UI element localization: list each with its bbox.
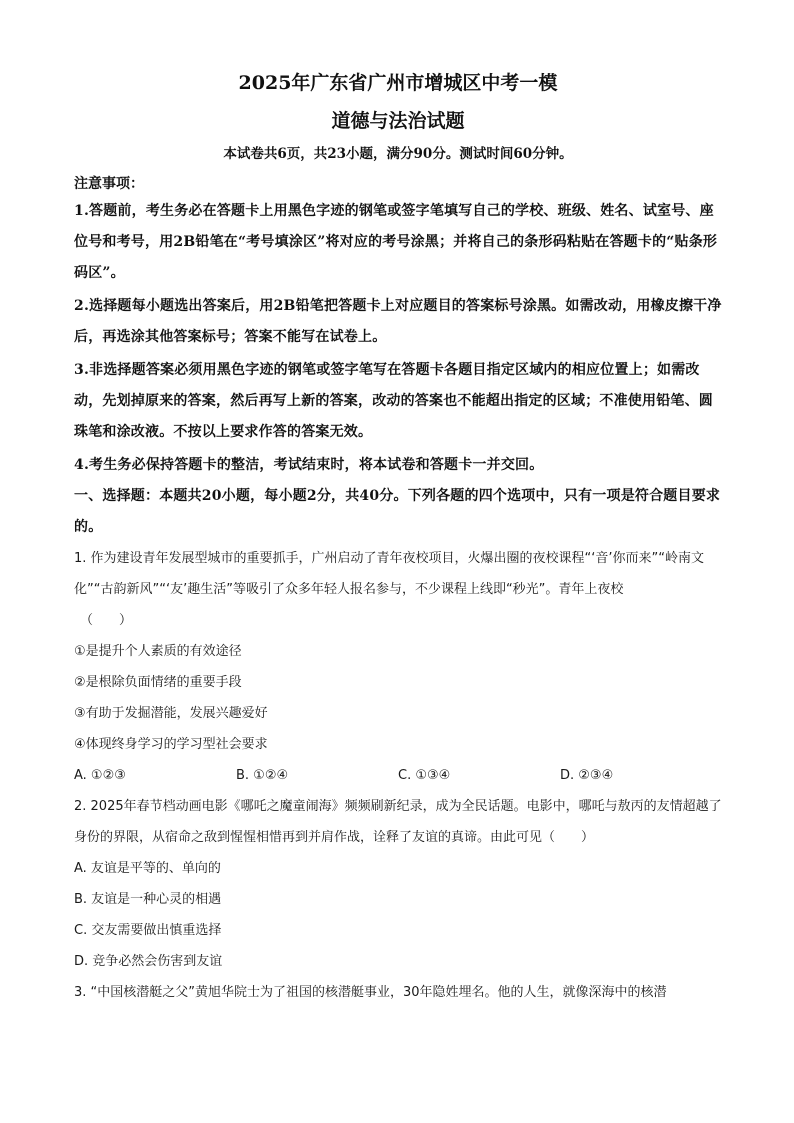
notice-item-2: 2.选择题每小题选出答案后，用2B铅笔把答题卡上对应题目的答案标号涂黑。如需改动，用橡皮擦干净后，再选涂其他答案标号；答案不能写在试卷上。 — [74, 298, 722, 345]
question-1-options — [74, 760, 722, 791]
exam-meta: 本试卷共6页，共23小题，满分90分。测试时间60分钟。 — [223, 146, 573, 162]
question-2-option-b: B. 友谊是一种心灵的相遇 — [74, 892, 222, 907]
question-2-stem: 2. 2025年春节档动画电影《哪吒之魔童闹海》频频刷新纪录，成为全民话题。电影中，哪吒与敖丙的友情超越了身份的界限，从宿命之敌到惺惺相惜再到并肩作战，诠释了友谊的真谛。由此可见（ ） — [74, 799, 722, 845]
exam-subtitle: 道德与法治试题 — [331, 110, 465, 132]
notice-item-1: 1.答题前，考生务必在答题卡上用黑色字迹的钢笔或签字笔填写自己的学校、班级、姓名、试室号、座位号和考号，用2B铅笔在“考号填涂区”将对应的考号涂黑；并将自己的条形码粘贴在答题卡的“贴条形码区”。 — [74, 203, 718, 281]
question-2-option-a: A. 友谊是平等的、单向的 — [74, 861, 221, 876]
question-1-statement: ④体现终身学习的学习型社会要求 — [74, 737, 268, 752]
question-1-stem: 1. 作为建设青年发展型城市的重要抓手，广州启动了青年夜校项目，火爆出圈的夜校课程“‘音’你而来”“岭南文化”“古韵新风”“‘友’趣生活”等吸引了众多年轻人报名参与，不少课程上线即“秒光”。青年上夜校 — [74, 551, 705, 597]
exam-title: 2025年广东省广州市增城区中考一模 — [238, 72, 558, 94]
question-2-option-d: D. 竞争必然会伤害到友谊 — [74, 954, 223, 969]
notice-item-4: 4.考生务必保持答题卡的整洁，考试结束时，将本试卷和答题卡一并交回。 — [74, 457, 544, 473]
notice-item-3: 3.非选择题答案必须用黑色字迹的钢笔或签字笔写在答题卡各题目指定区域内的相应位置上；如需改动，先划掉原来的答案，然后再写上新的答案，改动的答案也不能超出指定的区域；不准使用铅笔、圆珠笔和涂改液。不按以上要求作答的答案无效。 — [74, 362, 713, 440]
question-1-statement: ①是提升个人素质的有效途径 — [74, 644, 242, 659]
question-1-option-c: C. ①③④ — [398, 768, 451, 783]
section-heading: 一、选择题：本题共20小题，每小题2分，共40分。下列各题的四个选项中，只有一项是符合题目要求的。 — [74, 488, 721, 535]
question-1-statement: ③有助于发掘潜能，发展兴趣爱好 — [74, 706, 268, 721]
question-1-option-a: A. ①②③ — [74, 768, 126, 783]
question-1-paren: （ ） — [80, 613, 133, 628]
question-1-statement: ②是根除负面情绪的重要手段 — [74, 675, 242, 690]
question-1-option-b: B. ①②④ — [236, 768, 289, 783]
question-1-option-d: D. ②③④ — [560, 768, 614, 783]
exam-page — [74, 68, 722, 1008]
question-3-stem: 3. “中国核潜艇之父”黄旭华院士为了祖国的核潜艇事业，30年隐姓埋名。他的人生，就像深海中的核潜 — [74, 985, 667, 1000]
question-2-option-c: C. 交友需要做出慎重选择 — [74, 923, 222, 938]
notice-heading: 注意事项： — [74, 176, 144, 192]
